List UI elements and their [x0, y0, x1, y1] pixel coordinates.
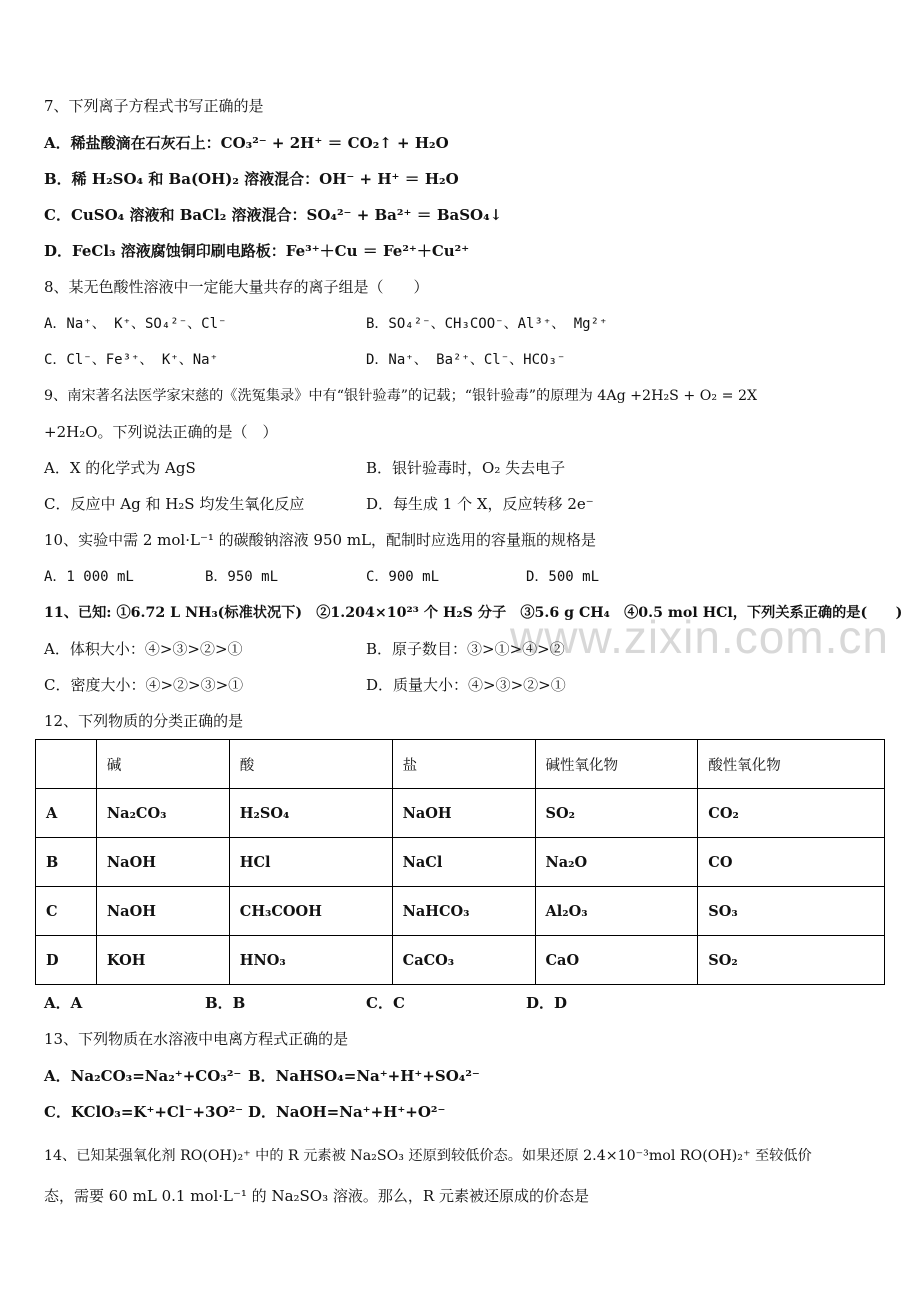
table-header-cell: 碱性氧化物	[535, 740, 698, 789]
table-cell: NaOH	[392, 789, 535, 838]
table-cell: A	[36, 789, 97, 838]
q13-stem: 13、下列物质在水溶液中电离方程式正确的是	[44, 1030, 349, 1048]
table-cell: B	[36, 838, 97, 887]
q7-option-a[interactable]: A．稀盐酸滴在石灰石上：CO₃²⁻ + 2H⁺ ＝ CO₂↑ + H₂O	[44, 134, 449, 152]
table-cell: HCl	[229, 838, 392, 887]
table-cell: NaOH	[96, 838, 229, 887]
q9-stem-line-2: +2H₂O。下列说法正确的是（ ）	[44, 423, 278, 441]
table-row	[36, 838, 885, 887]
table-cell: CaO	[535, 936, 698, 985]
q9-option-c[interactable]: C．反应中 Ag 和 H₂S 均发生氧化反应	[44, 495, 305, 513]
table-row	[36, 789, 885, 838]
q9-stem-line-1: 9、南宋著名法医学家宋慈的《洗冤集录》中有“银针验毒”的记载；“银针验毒”的原理为 4Ag +2H₂S + O₂ = 2X	[44, 388, 758, 404]
q10-option-a[interactable]: A．1 000 mL	[44, 569, 134, 585]
table-cell: SO₂	[698, 936, 885, 985]
q12-option-b[interactable]: B．B	[205, 994, 246, 1012]
table-cell: SO₃	[698, 887, 885, 936]
q7-option-d[interactable]: D．FeCl₃ 溶液腐蚀铜印刷电路板：Fe³⁺＋Cu ＝ Fe²⁺＋Cu²⁺	[44, 242, 470, 260]
table-cell: NaHCO₃	[392, 887, 535, 936]
table-header-row	[36, 740, 885, 789]
table-header-cell: 碱	[96, 740, 229, 789]
q8-option-a[interactable]: A．Na⁺、 K⁺、SO₄²⁻、Cl⁻	[44, 316, 227, 332]
q8-stem: 8、某无色酸性溶液中一定能大量共存的离子组是（ ）	[44, 278, 429, 296]
table-cell: CO	[698, 838, 885, 887]
q12-option-d[interactable]: D．D	[526, 994, 568, 1012]
table-cell: CaCO₃	[392, 936, 535, 985]
table-cell: CH₃COOH	[229, 887, 392, 936]
table-row	[36, 887, 885, 936]
table-row	[36, 936, 885, 985]
watermark: www.zixin.com.cn	[510, 611, 889, 663]
q9-option-a[interactable]: A．X 的化学式为 AgS	[44, 459, 196, 477]
q12-stem: 12、下列物质的分类正确的是	[44, 712, 244, 730]
q13-option-a[interactable]: A．Na₂CO₃=Na₂⁺+CO₃²⁻	[44, 1067, 242, 1085]
q9-option-b[interactable]: B．银针验毒时，O₂ 失去电子	[366, 459, 566, 477]
q13-option-d[interactable]: D．NaOH=Na⁺+H⁺+O²⁻	[248, 1103, 446, 1121]
table-cell: HNO₃	[229, 936, 392, 985]
table-header-cell: 酸性氧化物	[698, 740, 885, 789]
table-cell: C	[36, 887, 97, 936]
q8-option-b[interactable]: B．SO₄²⁻、CH₃COO⁻、Al³⁺、 Mg²⁺	[366, 316, 608, 332]
q9-option-d[interactable]: D．每生成 1 个 X，反应转移 2e⁻	[366, 495, 594, 513]
q12-option-a[interactable]: A．A	[44, 994, 83, 1012]
table-cell: KOH	[96, 936, 229, 985]
q7-option-c[interactable]: C．CuSO₄ 溶液和 BaCl₂ 溶液混合：SO₄²⁻ + Ba²⁺ ＝ BaSO₄↓	[44, 206, 503, 224]
table-cell: NaCl	[392, 838, 535, 887]
table-header-cell: 盐	[392, 740, 535, 789]
q11-option-d[interactable]: D．质量大小：④>③>②>①	[366, 676, 566, 694]
table-cell: H₂SO₄	[229, 789, 392, 838]
table-cell: D	[36, 936, 97, 985]
classification-table	[35, 739, 885, 985]
q10-option-b[interactable]: B．950 mL	[205, 569, 279, 585]
q11-stem: 11、已知: ①6.72 L NH₃(标准状况下) ②1.204×10²³ 个 H₂S 分子 ③5.6 g CH₄ ④0.5 mol HCl，下列关系正确的是( )	[44, 605, 903, 621]
q10-option-d[interactable]: D．500 mL	[526, 569, 600, 585]
q13-option-c[interactable]: C．KClO₃=K⁺+Cl⁻+3O²⁻	[44, 1103, 244, 1121]
table-header-cell	[36, 740, 97, 789]
table-cell: NaOH	[96, 887, 229, 936]
q7-stem: 7、下列离子方程式书写正确的是	[44, 97, 264, 115]
q12-option-c[interactable]: C．C	[366, 994, 405, 1012]
q14-stem-line-2: 态，需要 60 mL 0.1 mol·L⁻¹ 的 Na₂SO₃ 溶液。那么，R 元素被还原成的价态是	[44, 1187, 589, 1205]
table-header-cell: 酸	[229, 740, 392, 789]
q7-option-b[interactable]: B．稀 H₂SO₄ 和 Ba(OH)₂ 溶液混合：OH⁻ + H⁺ ＝ H₂O	[44, 170, 459, 188]
q10-option-c[interactable]: C．900 mL	[366, 569, 440, 585]
q11-option-b[interactable]: B．原子数目：③>①>④>②	[366, 640, 565, 658]
table-cell: Na₂O	[535, 838, 698, 887]
table-cell: Al₂O₃	[535, 887, 698, 936]
q10-stem: 10、实验中需 2 mol·L⁻¹ 的碳酸钠溶液 950 mL，配制时应选用的容量瓶的规格是	[44, 531, 596, 549]
q13-option-b[interactable]: B．NaHSO₄=Na⁺+H⁺+SO₄²⁻	[248, 1067, 480, 1085]
q11-option-a[interactable]: A．体积大小：④>③>②>①	[44, 640, 243, 658]
q8-option-d[interactable]: D．Na⁺、 Ba²⁺、Cl⁻、HCO₃⁻	[366, 352, 566, 368]
table-cell: Na₂CO₃	[96, 789, 229, 838]
q11-option-c[interactable]: C．密度大小：④>②>③>①	[44, 676, 244, 694]
q8-option-c[interactable]: C．Cl⁻、Fe³⁺、 K⁺、Na⁺	[44, 352, 219, 368]
q14-stem-line-1: 14、已知某强氧化剂 RO(OH)₂⁺ 中的 R 元素被 Na₂SO₃ 还原到较低价态。如果还原 2.4×10⁻³mol RO(OH)₂⁺ 至较低价	[44, 1148, 812, 1164]
table-cell: CO₂	[698, 789, 885, 838]
table-cell: SO₂	[535, 789, 698, 838]
